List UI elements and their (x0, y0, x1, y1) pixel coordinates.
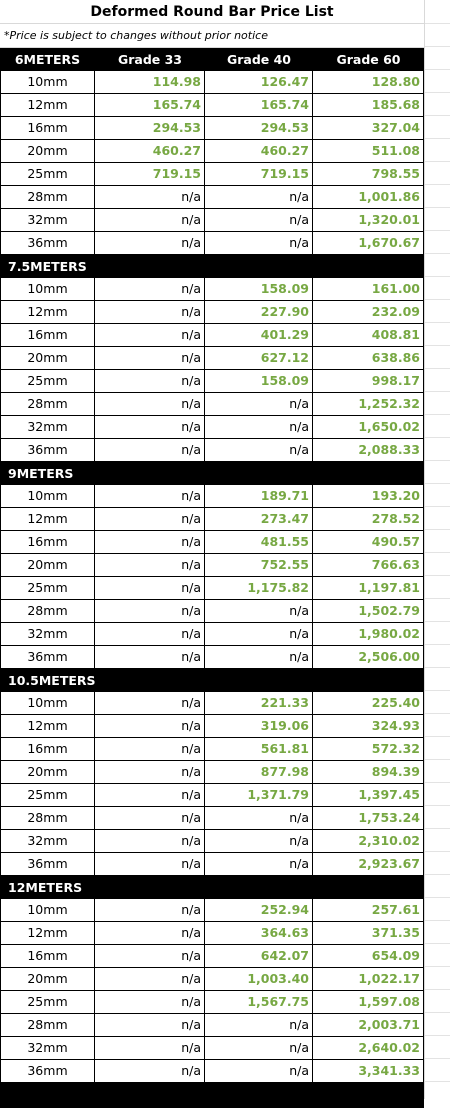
table-row (0, 738, 424, 761)
price-cell: n/a (205, 1037, 313, 1059)
table-row (0, 232, 424, 255)
price-cell: n/a (205, 209, 313, 231)
bar-size-cell: 32mm (1, 830, 95, 852)
bar-size-cell: 12mm (1, 94, 95, 116)
bar-size-cell: 36mm (1, 1060, 95, 1082)
column-header-length: 6METERS (14, 52, 81, 67)
price-cell: 1,197.81 (313, 577, 424, 599)
price-cell: 1,001.86 (313, 186, 424, 208)
price-cell: n/a (205, 600, 313, 622)
price-table-body (0, 71, 424, 1083)
price-cell: 278.52 (313, 508, 424, 530)
bar-size-cell: 25mm (1, 370, 95, 392)
table-row (0, 278, 424, 301)
price-cell: n/a (95, 830, 205, 852)
price-cell: 158.09 (205, 370, 313, 392)
table-row (0, 370, 424, 393)
table-row (0, 531, 424, 554)
table-row (0, 209, 424, 232)
price-cell: n/a (95, 899, 205, 921)
price-cell: 561.81 (205, 738, 313, 760)
price-cell: 654.09 (313, 945, 424, 967)
price-cell: n/a (205, 186, 313, 208)
price-cell: 2,506.00 (313, 646, 424, 668)
table-row (0, 94, 424, 117)
price-cell: 627.12 (205, 347, 313, 369)
table-row (0, 140, 424, 163)
price-cell: 1,022.17 (313, 968, 424, 990)
price-cell: 1,753.24 (313, 807, 424, 829)
price-cell: 572.32 (313, 738, 424, 760)
bar-size-cell: 28mm (1, 600, 95, 622)
section-header-row: 9METERS (0, 462, 424, 485)
bar-size-cell: 25mm (1, 784, 95, 806)
column-header-grade40: Grade 40 (226, 52, 292, 67)
price-cell: n/a (205, 416, 313, 438)
price-cell: 294.53 (95, 117, 205, 139)
price-cell: 2,640.02 (313, 1037, 424, 1059)
price-cell: 189.71 (205, 485, 313, 507)
table-row (0, 71, 424, 94)
price-cell: n/a (95, 1014, 205, 1036)
price-cell: n/a (95, 692, 205, 714)
table-row (0, 1037, 424, 1060)
table-row (0, 623, 424, 646)
table-row (0, 554, 424, 577)
table-row (0, 324, 424, 347)
price-cell: 126.47 (205, 71, 313, 93)
price-cell: 371.35 (313, 922, 424, 944)
price-cell: n/a (205, 807, 313, 829)
price-cell: 3,341.33 (313, 1060, 424, 1082)
column-header-grade33: Grade 33 (117, 52, 183, 67)
bar-size-cell: 20mm (1, 140, 95, 162)
price-cell: n/a (95, 600, 205, 622)
price-cell: 193.20 (313, 485, 424, 507)
price-cell: 185.68 (313, 94, 424, 116)
price-cell: 232.09 (313, 301, 424, 323)
bar-size-cell: 32mm (1, 623, 95, 645)
bar-size-cell: 10mm (1, 278, 95, 300)
bar-size-cell: 12mm (1, 715, 95, 737)
price-cell: 460.27 (95, 140, 205, 162)
price-cell: n/a (95, 577, 205, 599)
price-cell: 161.00 (313, 278, 424, 300)
price-cell: 364.63 (205, 922, 313, 944)
price-cell: 401.29 (205, 324, 313, 346)
table-row (0, 439, 424, 462)
price-cell: 165.74 (205, 94, 313, 116)
price-cell: 158.09 (205, 278, 313, 300)
price-cell: n/a (205, 439, 313, 461)
price-cell: 1,670.67 (313, 232, 424, 254)
price-cell: 1,175.82 (205, 577, 313, 599)
bar-size-cell: 20mm (1, 761, 95, 783)
price-cell: 128.80 (313, 71, 424, 93)
price-cell: 1,320.01 (313, 209, 424, 231)
price-cell: n/a (205, 853, 313, 875)
table-row (0, 600, 424, 623)
bar-size-cell: 36mm (1, 232, 95, 254)
price-cell: n/a (95, 1060, 205, 1082)
price-cell: n/a (95, 508, 205, 530)
spreadsheet-empty-column (424, 0, 450, 1099)
bar-size-cell: 32mm (1, 1037, 95, 1059)
price-cell: n/a (95, 370, 205, 392)
price-cell: n/a (95, 393, 205, 415)
bar-size-cell: 20mm (1, 554, 95, 576)
price-cell: 894.39 (313, 761, 424, 783)
price-cell: n/a (205, 1014, 313, 1036)
bar-size-cell: 28mm (1, 1014, 95, 1036)
section-header-row: 12METERS (0, 876, 424, 899)
bar-size-cell: 20mm (1, 347, 95, 369)
price-cell: n/a (95, 439, 205, 461)
price-cell: n/a (95, 945, 205, 967)
price-cell: 408.81 (313, 324, 424, 346)
table-row (0, 117, 424, 140)
price-cell: 752.55 (205, 554, 313, 576)
price-cell: 719.15 (95, 163, 205, 185)
price-cell: n/a (95, 301, 205, 323)
table-row (0, 508, 424, 531)
price-cell: n/a (95, 485, 205, 507)
price-cell: 1,371.79 (205, 784, 313, 806)
table-row (0, 853, 424, 876)
bar-size-cell: 16mm (1, 117, 95, 139)
bar-size-cell: 16mm (1, 945, 95, 967)
price-cell: 114.98 (95, 71, 205, 93)
price-cell: 2,088.33 (313, 439, 424, 461)
price-cell: n/a (95, 807, 205, 829)
price-cell: 294.53 (205, 117, 313, 139)
bar-size-cell: 16mm (1, 738, 95, 760)
price-cell: 1,980.02 (313, 623, 424, 645)
price-cell: 766.63 (313, 554, 424, 576)
table-row (0, 807, 424, 830)
table-row (0, 577, 424, 600)
price-cell: 460.27 (205, 140, 313, 162)
bar-size-cell: 28mm (1, 807, 95, 829)
table-row (0, 968, 424, 991)
bar-size-cell: 12mm (1, 922, 95, 944)
bar-size-cell: 10mm (1, 692, 95, 714)
price-cell: 2,310.02 (313, 830, 424, 852)
column-header-grade60: Grade 60 (336, 52, 401, 67)
bar-size-cell: 12mm (1, 301, 95, 323)
bar-size-cell: 32mm (1, 209, 95, 231)
price-cell: n/a (205, 830, 313, 852)
price-cell: n/a (205, 646, 313, 668)
column-header-row (0, 48, 424, 71)
table-row (0, 1060, 424, 1083)
table-row (0, 830, 424, 853)
bar-size-cell: 25mm (1, 577, 95, 599)
price-cell: n/a (205, 1060, 313, 1082)
section-header-row: 10.5METERS (0, 669, 424, 692)
price-cell: 998.17 (313, 370, 424, 392)
price-cell: 165.74 (95, 94, 205, 116)
price-cell: n/a (95, 922, 205, 944)
table-row (0, 485, 424, 508)
price-cell: 227.90 (205, 301, 313, 323)
price-cell: 221.33 (205, 692, 313, 714)
table-row (0, 761, 424, 784)
price-cell: n/a (205, 623, 313, 645)
price-cell: 1,502.79 (313, 600, 424, 622)
price-cell: n/a (95, 554, 205, 576)
table-row (0, 715, 424, 738)
table-row (0, 922, 424, 945)
price-cell: n/a (205, 393, 313, 415)
price-cell: 225.40 (313, 692, 424, 714)
bar-size-cell: 36mm (1, 853, 95, 875)
bar-size-cell: 32mm (1, 416, 95, 438)
price-cell: 638.86 (313, 347, 424, 369)
price-cell: n/a (95, 232, 205, 254)
section-header-row: 7.5METERS (0, 255, 424, 278)
price-cell: 2,923.67 (313, 853, 424, 875)
bar-size-cell: 16mm (1, 531, 95, 553)
table-row (0, 163, 424, 186)
page-title: Deformed Round Bar Price List (0, 0, 424, 24)
price-cell: n/a (95, 623, 205, 645)
bar-size-cell: 25mm (1, 163, 95, 185)
price-cell: n/a (95, 853, 205, 875)
price-cell: 324.93 (313, 715, 424, 737)
price-cell: 642.07 (205, 945, 313, 967)
price-cell: 877.98 (205, 761, 313, 783)
price-cell: 1,003.40 (205, 968, 313, 990)
price-cell: 511.08 (313, 140, 424, 162)
table-row (0, 899, 424, 922)
table-row (0, 347, 424, 370)
price-cell: 273.47 (205, 508, 313, 530)
table-row (0, 416, 424, 439)
table-row (0, 1014, 424, 1037)
bar-size-cell: 10mm (1, 899, 95, 921)
bar-size-cell: 12mm (1, 508, 95, 530)
price-cell: 1,597.08 (313, 991, 424, 1013)
bar-size-cell: 10mm (1, 485, 95, 507)
table-row (0, 646, 424, 669)
table-row (0, 186, 424, 209)
price-cell: 257.61 (313, 899, 424, 921)
price-cell: n/a (205, 232, 313, 254)
price-notice: *Price is subject to changes without prior notice (0, 24, 424, 48)
table-row (0, 692, 424, 715)
table-row (0, 393, 424, 416)
price-cell: n/a (95, 186, 205, 208)
price-cell: 1,397.45 (313, 784, 424, 806)
price-cell: 490.57 (313, 531, 424, 553)
price-cell: n/a (95, 1037, 205, 1059)
bar-size-cell: 16mm (1, 324, 95, 346)
price-cell: n/a (95, 531, 205, 553)
price-cell: n/a (95, 646, 205, 668)
price-cell: n/a (95, 209, 205, 231)
price-cell: n/a (95, 715, 205, 737)
price-cell: 327.04 (313, 117, 424, 139)
price-cell: n/a (95, 324, 205, 346)
price-cell: 1,252.32 (313, 393, 424, 415)
table-row (0, 784, 424, 807)
price-cell: n/a (95, 278, 205, 300)
price-cell: 1,567.75 (205, 991, 313, 1013)
bar-size-cell: 28mm (1, 393, 95, 415)
price-cell: n/a (95, 347, 205, 369)
table-row (0, 991, 424, 1014)
table-row (0, 301, 424, 324)
bar-size-cell: 10mm (1, 71, 95, 93)
bar-size-cell: 25mm (1, 991, 95, 1013)
price-cell: 252.94 (205, 899, 313, 921)
price-cell: n/a (95, 784, 205, 806)
table-row (0, 945, 424, 968)
price-cell: 1,650.02 (313, 416, 424, 438)
price-cell: 2,003.71 (313, 1014, 424, 1036)
price-cell: 481.55 (205, 531, 313, 553)
price-cell: n/a (95, 761, 205, 783)
price-cell: n/a (95, 968, 205, 990)
bar-size-cell: 28mm (1, 186, 95, 208)
price-cell: n/a (95, 991, 205, 1013)
bar-size-cell: 20mm (1, 968, 95, 990)
footer-bar (0, 1083, 424, 1108)
price-cell: 798.55 (313, 163, 424, 185)
price-cell: 719.15 (205, 163, 313, 185)
price-cell: 319.06 (205, 715, 313, 737)
bar-size-cell: 36mm (1, 646, 95, 668)
bar-size-cell: 36mm (1, 439, 95, 461)
price-cell: n/a (95, 738, 205, 760)
price-cell: n/a (95, 416, 205, 438)
